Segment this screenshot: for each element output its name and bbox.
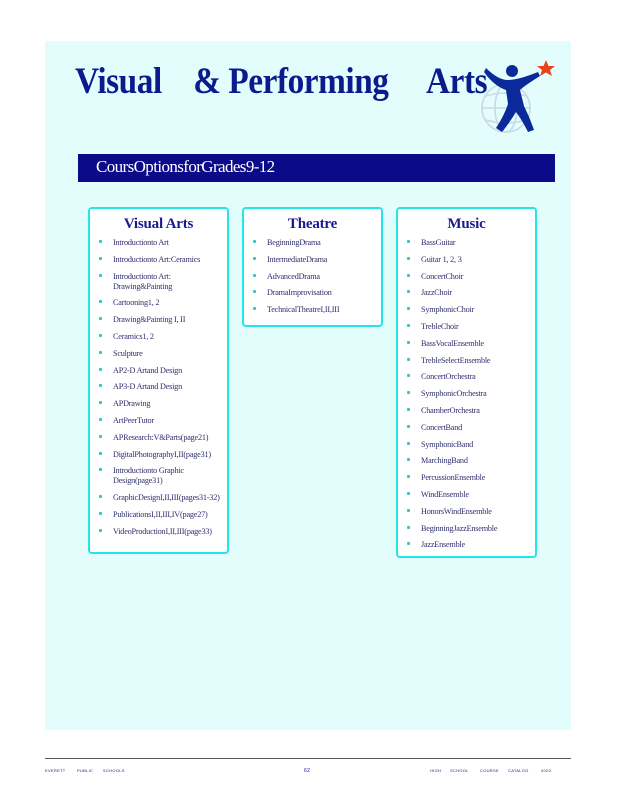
course-label: TrebleChoir (421, 321, 459, 331)
course-item (250, 305, 375, 315)
bullet-icon (253, 307, 256, 310)
bullet-icon (253, 274, 256, 277)
bullet-icon (407, 391, 410, 394)
course-label: DramaImprovisation (267, 288, 332, 298)
bullet-icon (407, 257, 410, 260)
course-label: DigitalPhotographyI,II(page31) (113, 449, 211, 459)
bullet-icon (407, 542, 410, 545)
bullet-icon (407, 290, 410, 293)
course-label: ConcertChoir (421, 271, 464, 281)
course-label: BeginningJazzEnsemble (421, 523, 498, 533)
bullet-icon (99, 274, 102, 277)
bullet-icon (99, 240, 102, 243)
course-label: Introductionto Art:Ceramics (113, 254, 201, 264)
bullet-icon (253, 257, 256, 260)
bullet-icon (407, 408, 410, 411)
course-label: VideoProductionI,II,III(page33) (113, 526, 212, 536)
course-label: JazzEnsemble (421, 540, 465, 550)
course-item (404, 255, 529, 265)
course-item (404, 540, 529, 550)
course-label: ArtPeerTutor (113, 415, 154, 425)
course-label: ConcertBand (421, 422, 463, 432)
bullet-icon (99, 435, 102, 438)
section-banner (78, 154, 555, 182)
bullet-icon (407, 442, 410, 445)
star-figure-globe-logo (478, 58, 558, 138)
column-title: Theatre (287, 216, 338, 232)
course-list (250, 238, 375, 315)
footer-doc1: HIGH (430, 768, 442, 773)
course-item (96, 315, 221, 325)
course-item (96, 238, 221, 248)
footer-org: EVERETT (45, 768, 66, 773)
course-item (96, 493, 221, 503)
column-theatre (242, 207, 383, 327)
course-item (404, 322, 529, 332)
course-label: BassGuitar (421, 238, 456, 247)
course-item (96, 298, 221, 308)
course-item (404, 423, 529, 433)
bullet-icon (407, 341, 410, 344)
course-item (250, 255, 375, 265)
course-list (96, 238, 221, 537)
course-label: Introductionto Art (113, 238, 169, 247)
course-label: GraphicDesignI,II,III(pages31-32) (113, 493, 220, 503)
bullet-icon (99, 468, 102, 471)
course-item (404, 490, 529, 500)
star-icon (537, 60, 555, 76)
course-label: HonorsWindEnsemble (421, 506, 492, 516)
bullet-icon (99, 529, 102, 532)
course-item (96, 510, 221, 520)
footer-rule (45, 758, 571, 759)
bullet-icon (253, 290, 256, 293)
course-label: Introductionto Graphic Design(page31) (113, 466, 184, 486)
course-item (404, 440, 529, 450)
course-item (250, 238, 375, 248)
bullet-icon (407, 475, 410, 478)
course-item (404, 272, 529, 282)
course-label: IntermediateDrama (267, 254, 328, 264)
course-label: TechnicalTheatreI,II,III (267, 305, 340, 315)
course-item (404, 456, 529, 466)
course-item (404, 356, 529, 366)
bullet-icon (407, 324, 410, 327)
column-title: Visual Arts (123, 216, 194, 232)
course-item (96, 382, 221, 392)
course-item (96, 450, 221, 460)
course-item (404, 372, 529, 382)
column-music (396, 207, 537, 558)
course-item (404, 238, 529, 248)
footer-page-number: 62 (304, 768, 311, 774)
course-label: SymphonicOrchestra (421, 389, 487, 399)
course-label: APDrawing (113, 399, 151, 409)
course-label: Introductionto Art: Drawing&Painting (113, 271, 173, 291)
course-item (96, 433, 221, 443)
course-item (404, 473, 529, 483)
course-label: BassVocalEnsemble (421, 338, 484, 348)
bullet-icon (407, 526, 410, 529)
course-item (404, 305, 529, 315)
course-label: ChamberOrchestra (421, 405, 480, 415)
course-label: Ceramics1, 2 (113, 331, 154, 341)
course-item (404, 524, 529, 534)
bullet-icon (407, 492, 410, 495)
course-item (96, 399, 221, 409)
course-label: Drawing&Painting I, II (113, 315, 186, 325)
bullet-icon (99, 351, 102, 354)
course-label: Sculpture (113, 348, 143, 358)
course-label: Guitar 1, 2, 3 (421, 254, 462, 264)
course-label: AdvancedDrama (267, 271, 320, 281)
course-item (404, 406, 529, 416)
course-item (404, 339, 529, 349)
bullet-icon (407, 458, 410, 461)
course-item (404, 507, 529, 517)
course-item (96, 466, 221, 486)
course-label: ConcertOrchestra (421, 372, 476, 382)
bullet-icon (99, 495, 102, 498)
course-item (96, 416, 221, 426)
bullet-icon (99, 401, 102, 404)
course-label: BeginningDrama (267, 238, 321, 247)
bullet-icon (407, 307, 410, 310)
course-label: WindEnsemble (421, 489, 469, 499)
course-item (250, 288, 375, 298)
course-item (96, 272, 221, 292)
bullet-icon (407, 358, 410, 361)
course-item (96, 527, 221, 537)
bullet-icon (407, 240, 410, 243)
bullet-icon (99, 512, 102, 515)
course-label: JazzChoir (421, 288, 452, 298)
course-label: PublicationsI,II,III,IV(page27) (113, 509, 208, 519)
page-title: Visual & Performing Arts (75, 61, 488, 102)
course-item (96, 332, 221, 342)
course-label: TrebleSelectEnsemble (421, 355, 491, 365)
course-item (96, 349, 221, 359)
bullet-icon (99, 384, 102, 387)
course-label: MarchingBand (421, 456, 468, 466)
course-item (96, 366, 221, 376)
bullet-icon (99, 317, 102, 320)
bullet-icon (99, 257, 102, 260)
banner-text: CoursOptionsforGrades9-12 (96, 157, 275, 176)
bullet-icon (99, 300, 102, 303)
course-list (404, 238, 529, 550)
course-label: SymphonicBand (421, 439, 473, 449)
footer-doc4: CATALOG (508, 768, 529, 773)
course-item (250, 272, 375, 282)
bullet-icon (407, 374, 410, 377)
bullet-icon (253, 240, 256, 243)
bullet-icon (99, 452, 102, 455)
course-label: AP2-D Artand Design (113, 365, 182, 375)
footer-doc3: COURSE (480, 768, 499, 773)
column-visual-arts (88, 207, 229, 554)
course-label: AP3-D Artand Design (113, 382, 182, 392)
bullet-icon (407, 425, 410, 428)
bullet-icon (407, 509, 410, 512)
course-item (404, 288, 529, 298)
bullet-icon (99, 334, 102, 337)
course-label: APResearch:V&Parts(page21) (113, 432, 209, 442)
bullet-icon (99, 418, 102, 421)
column-title: Music (447, 216, 486, 232)
course-item (96, 255, 221, 265)
bullet-icon (407, 274, 410, 277)
footer-org2: PUBLIC (77, 768, 94, 773)
course-label: SymphonicChoir (421, 305, 475, 315)
course-item (404, 389, 529, 399)
footer-org3: SCHOOLS (103, 768, 125, 773)
bullet-icon (99, 368, 102, 371)
course-label: Cartooning1, 2 (113, 298, 160, 308)
footer-doc2: SCHOOL (450, 768, 469, 773)
course-label: PercussionEnsemble (421, 473, 486, 483)
footer-year: 2020 (541, 768, 552, 773)
